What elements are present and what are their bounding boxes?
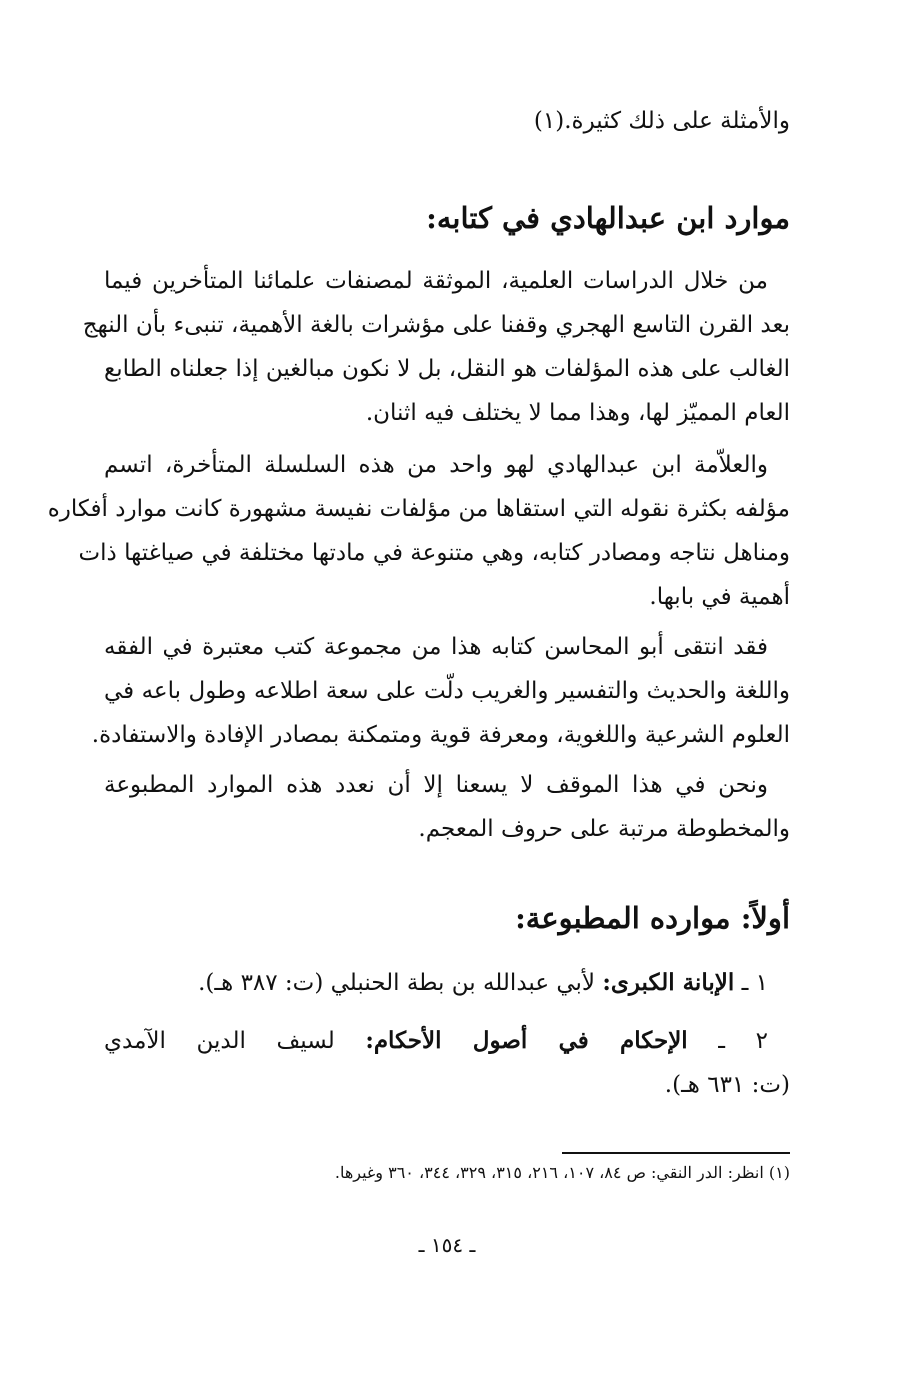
paragraph-line: العلوم الشرعية واللغوية، ومعرفة قوية ومتمكنة بمصادر الإفادة والاستفادة.: [91, 722, 790, 748]
paragraph-line: ومناهل نتاجه ومصادر كتابه، وهي متنوعة في مادتها مختلفة في صياغتها ذات: [78, 540, 790, 566]
paragraph-line: والمخطوطة مرتبة على حروف المعجم.: [418, 816, 790, 842]
paragraph-line: أهمية في بابها.: [649, 584, 790, 610]
intro-line: والأمثلة على ذلك كثيرة.(١): [533, 108, 790, 134]
paragraph-line: من خلال الدراسات العلمية، الموثقة لمصنفات علمائنا المتأخرين فيما: [104, 268, 768, 294]
section-heading: موارد ابن عبدالهادي في كتابه:: [426, 201, 790, 235]
list-item: [104, 1024, 768, 1058]
list-item: [198, 966, 768, 1000]
paragraph-line: مؤلفه بكثرة نقوله التي استقاها من مؤلفات نفيسة مشهورة كانت موارد أفكاره: [47, 496, 790, 522]
list-item-continuation: (ت: ٦٣١ هـ).: [664, 1072, 790, 1098]
subsection-heading: أولاً: موارده المطبوعة:: [515, 901, 790, 935]
footnote-divider: [562, 1152, 790, 1154]
book-page: [47, 0, 790, 1373]
item-number: ١ ـ: [741, 970, 768, 996]
paragraph-line: الغالب على هذه المؤلفات هو النقل، بل لا نكون مبالغين إذا جعلناه الطابع: [104, 356, 790, 382]
paragraph-line: بعد القرن التاسع الهجري وقفنا على مؤشرات بالغة الأهمية، تنبىء بأن النهج: [82, 312, 790, 338]
paragraph-line: فقد انتقى أبو المحاسن كتابه هذا من مجموعة كتب معتبرة في الفقه: [104, 634, 768, 660]
item-text: لسيف الدين الآمدي: [104, 1028, 335, 1054]
page-number: ـ ١٥٤ ـ: [418, 1233, 476, 1257]
item-title: الإبانة الكبرى:: [602, 969, 735, 996]
paragraph-line: العام المميّز لها، وهذا مما لا يختلف فيه اثنان.: [365, 400, 790, 426]
item-text: لأبي عبدالله بن بطة الحنبلي (ت: ٣٨٧ هـ).: [198, 970, 596, 996]
item-title: الإحكام في أصول الأحكام:: [365, 1027, 688, 1054]
item-number: ٢ ـ: [718, 1028, 768, 1054]
paragraph-line: والعلاّمة ابن عبدالهادي لهو واحد من هذه السلسلة المتأخرة، اتسم: [104, 452, 768, 478]
paragraph-line: ونحن في هذا الموقف لا يسعنا إلا أن نعدد هذه الموارد المطبوعة: [104, 772, 768, 798]
paragraph-line: واللغة والحديث والتفسير والغريب دلّت على سعة اطلاعه وطول باعه في: [104, 678, 790, 704]
footnote: (١) انظر: الدر النقي: ص ٨٤، ١٠٧، ٢١٦، ٣١٥، ٣٢٩، ٣٤٤، ٣٦٠ وغيرها.: [334, 1163, 790, 1182]
